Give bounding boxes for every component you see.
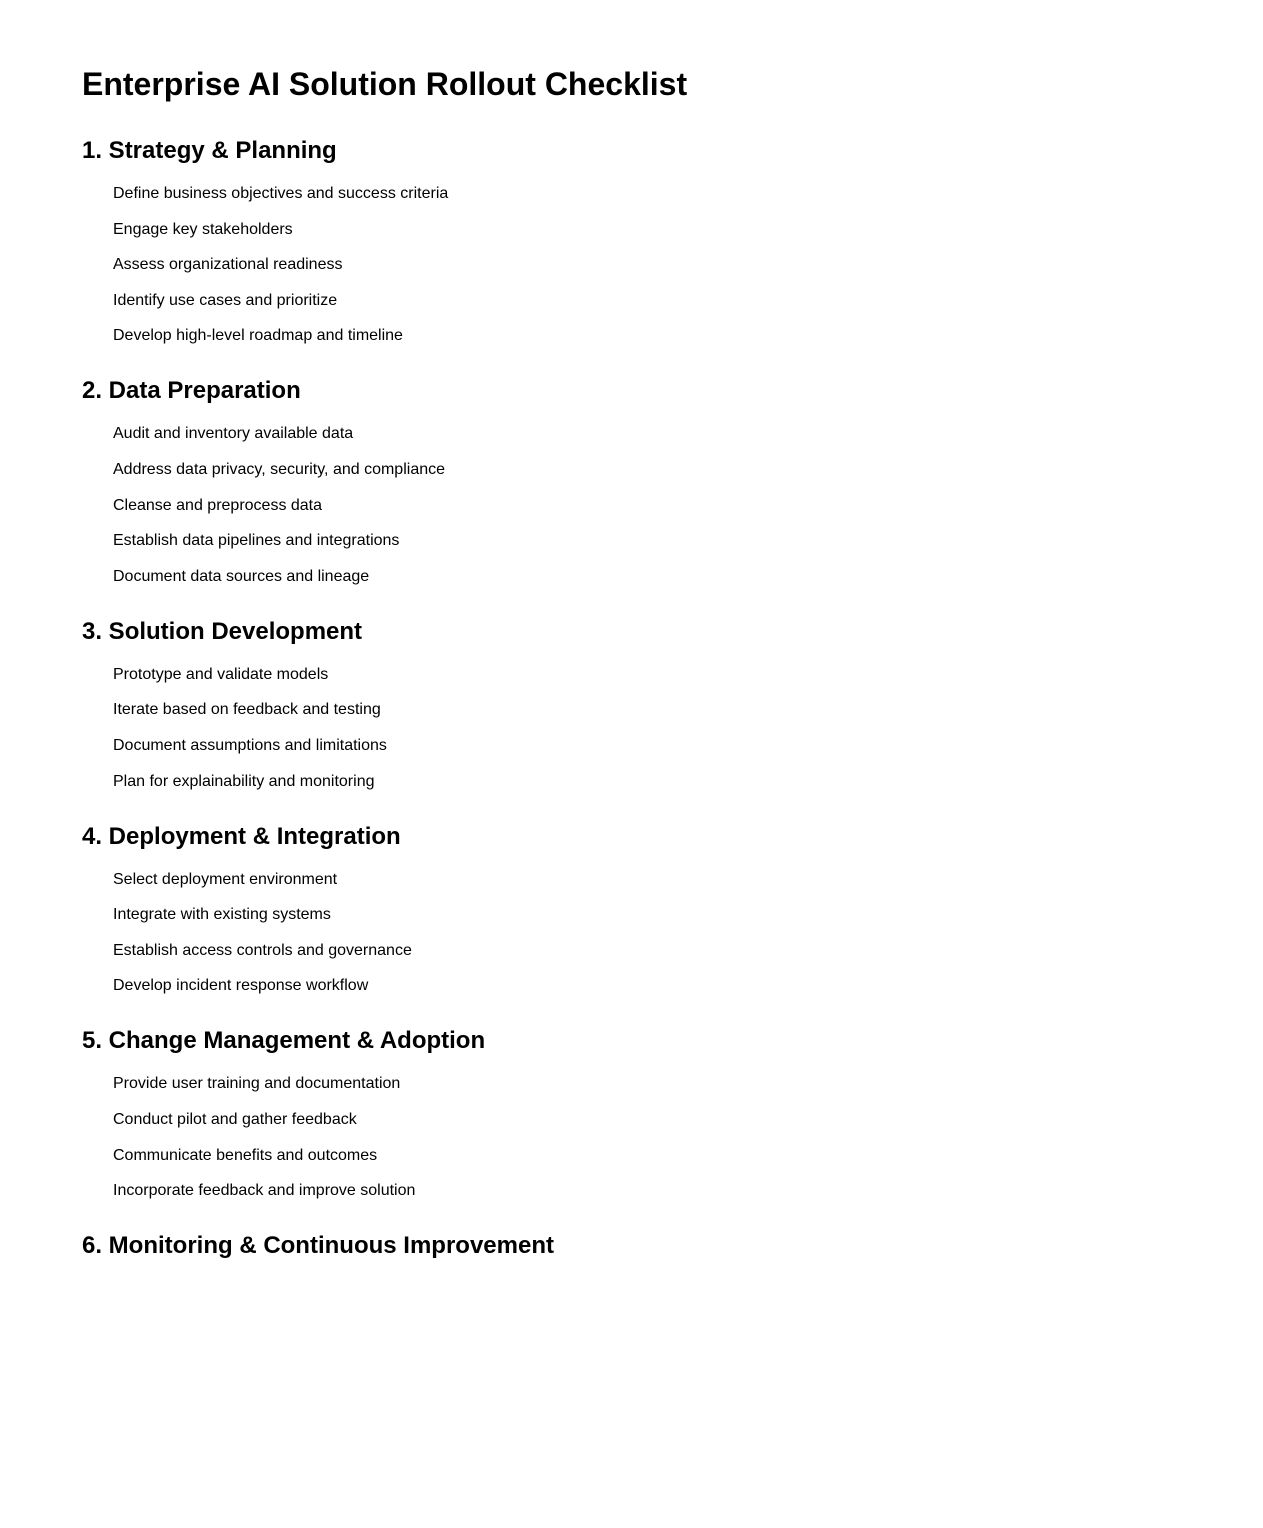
- checklist-item: Audit and inventory available data: [113, 425, 354, 443]
- checklist: [82, 870, 1182, 997]
- checklist-item: Identify use cases and prioritize: [113, 291, 338, 309]
- checklist-item: Conduct pilot and gather feedback: [113, 1110, 357, 1128]
- section-heading: 4. Deployment & Integration: [82, 822, 401, 850]
- checklist-item: Develop incident response workflow: [113, 977, 369, 995]
- section-heading: 2. Data Preparation: [82, 377, 301, 405]
- section-monitoring-improvement: [82, 1231, 1182, 1261]
- section-solution-development: [82, 617, 1182, 792]
- checklist-item: Provide user training and documentation: [113, 1075, 401, 1093]
- checklist: [82, 1074, 1182, 1201]
- checklist-item: Develop high-level roadmap and timeline: [113, 327, 403, 345]
- checklist-item: Prototype and validate models: [113, 665, 329, 683]
- document-content: [82, 62, 1182, 1261]
- checklist-item: Document assumptions and limitations: [113, 736, 387, 754]
- checklist-item: Address data privacy, security, and compliance: [113, 460, 446, 478]
- checklist-item: Define business objectives and success criteria: [113, 185, 449, 202]
- section-heading: 1. Strategy & Planning: [82, 137, 337, 164]
- checklist-item: Engage key stakeholders: [113, 220, 293, 238]
- checklist: [82, 184, 1182, 346]
- checklist: [82, 665, 1182, 792]
- checklist-item: Document data sources and lineage: [113, 567, 370, 585]
- section-deployment-integration: [82, 822, 1182, 997]
- checklist-item: Plan for explainability and monitoring: [113, 772, 375, 790]
- checklist-item: Communicate benefits and outcomes: [113, 1146, 378, 1164]
- section-heading: 6. Monitoring & Continuous Improvement: [82, 1232, 554, 1260]
- section-data-preparation: [82, 376, 1182, 586]
- checklist-item: Establish data pipelines and integrations: [113, 532, 400, 550]
- checklist-item: Incorporate feedback and improve solution: [113, 1182, 416, 1200]
- checklist-item: Integrate with existing systems: [113, 906, 331, 924]
- checklist-item: Select deployment environment: [113, 870, 338, 888]
- section-strategy-planning: [82, 136, 1182, 346]
- checklist: [82, 424, 1182, 586]
- section-heading: 5. Change Management & Adoption: [82, 1027, 486, 1055]
- checklist-item: Iterate based on feedback and testing: [113, 701, 381, 719]
- checklist-item: Assess organizational readiness: [113, 256, 343, 274]
- checklist-item: Cleanse and preprocess data: [113, 496, 323, 514]
- section-change-management: [82, 1026, 1182, 1201]
- page-title: Enterprise AI Solution Rollout Checklist: [82, 66, 688, 102]
- section-heading: 3. Solution Development: [82, 617, 363, 645]
- checklist-item: Establish access controls and governance: [113, 941, 412, 959]
